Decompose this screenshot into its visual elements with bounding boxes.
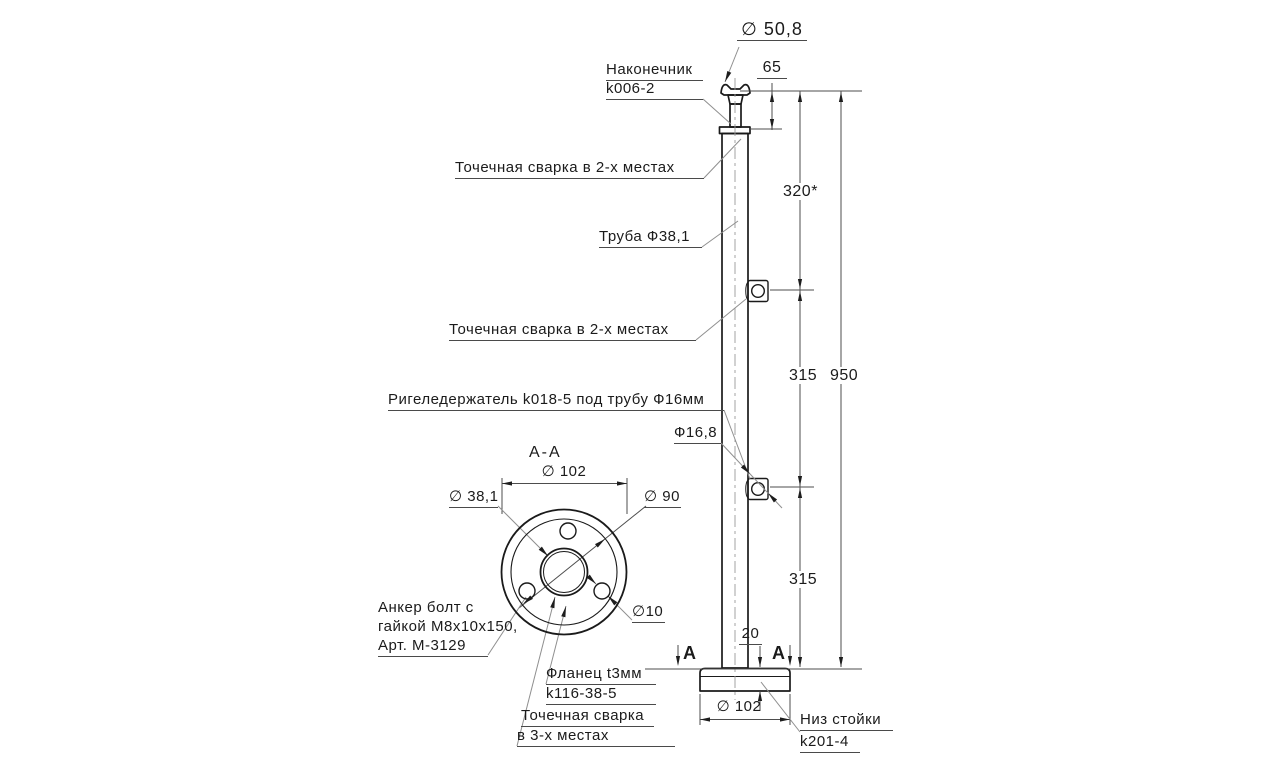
callout-spot-weld-3x-line2: в 3-х местах <box>517 727 675 747</box>
dim-total-height: 950 <box>827 367 861 384</box>
dim-section-outer-dia: ∅ 102 <box>541 463 587 480</box>
callout-flange-line1: Фланец t3мм <box>546 665 656 685</box>
bolt-hole-top <box>560 523 576 539</box>
post-front-view <box>700 85 790 691</box>
callout-spot-weld-3x-line1: Точечная сварка <box>521 707 654 727</box>
dim-span-bottom: 315 <box>786 571 820 588</box>
callout-anchor-line2: гайкой М8х10х150, <box>378 618 518 635</box>
callout-tube: Труба Ф38,1 <box>599 228 702 248</box>
section-marker-right: А <box>772 643 785 663</box>
callout-flange-line2: k116-38-5 <box>546 685 656 705</box>
callout-spot-weld-top: Точечная сварка в 2-х местах <box>455 159 704 179</box>
dim-holder-hole-dia: Ф16,8 <box>674 424 721 444</box>
tip-stem-shape <box>730 104 741 127</box>
callout-anchor-line3: Арт. М-3129 <box>378 637 488 657</box>
crossbar-holder-top <box>746 281 768 302</box>
dim-span-mid: 315 <box>786 367 820 384</box>
base-shape <box>700 669 790 692</box>
section-title: А-А <box>529 444 562 461</box>
dim-bolt-hole-dia: ∅10 <box>632 603 665 623</box>
dim-base-dia: ∅ 102 <box>716 698 762 715</box>
callout-base-line2: k201-4 <box>800 733 860 753</box>
callout-crossbar-holder: Ригеледержатель k018-5 под трубу Ф16мм <box>388 391 724 411</box>
callout-anchor-line1: Анкер болт с <box>378 599 474 616</box>
callout-tip-line1: Наконечник <box>606 61 703 81</box>
section-marker-left: А <box>683 643 696 663</box>
tip-saddle-shape <box>721 85 750 95</box>
callout-base-line1: Низ стойки <box>800 711 893 731</box>
dim-section-tube-dia: ∅ 38,1 <box>449 488 498 508</box>
bolt-hole-left <box>519 583 535 599</box>
callout-spot-weld-mid: Точечная сварка в 2-х местах <box>449 321 696 341</box>
dim-bolt-circle-dia: ∅ 90 <box>644 488 681 508</box>
tip-neck-shape <box>728 95 743 104</box>
dim-span-top: 320* <box>780 183 821 200</box>
dim-tip-height: 65 <box>757 59 787 79</box>
bolt-hole-right <box>594 583 610 599</box>
dim-tip-dia: ∅ 50,8 <box>737 21 807 41</box>
dim-base-height: 20 <box>739 625 762 645</box>
callout-tip-line2: k006-2 <box>606 80 703 100</box>
